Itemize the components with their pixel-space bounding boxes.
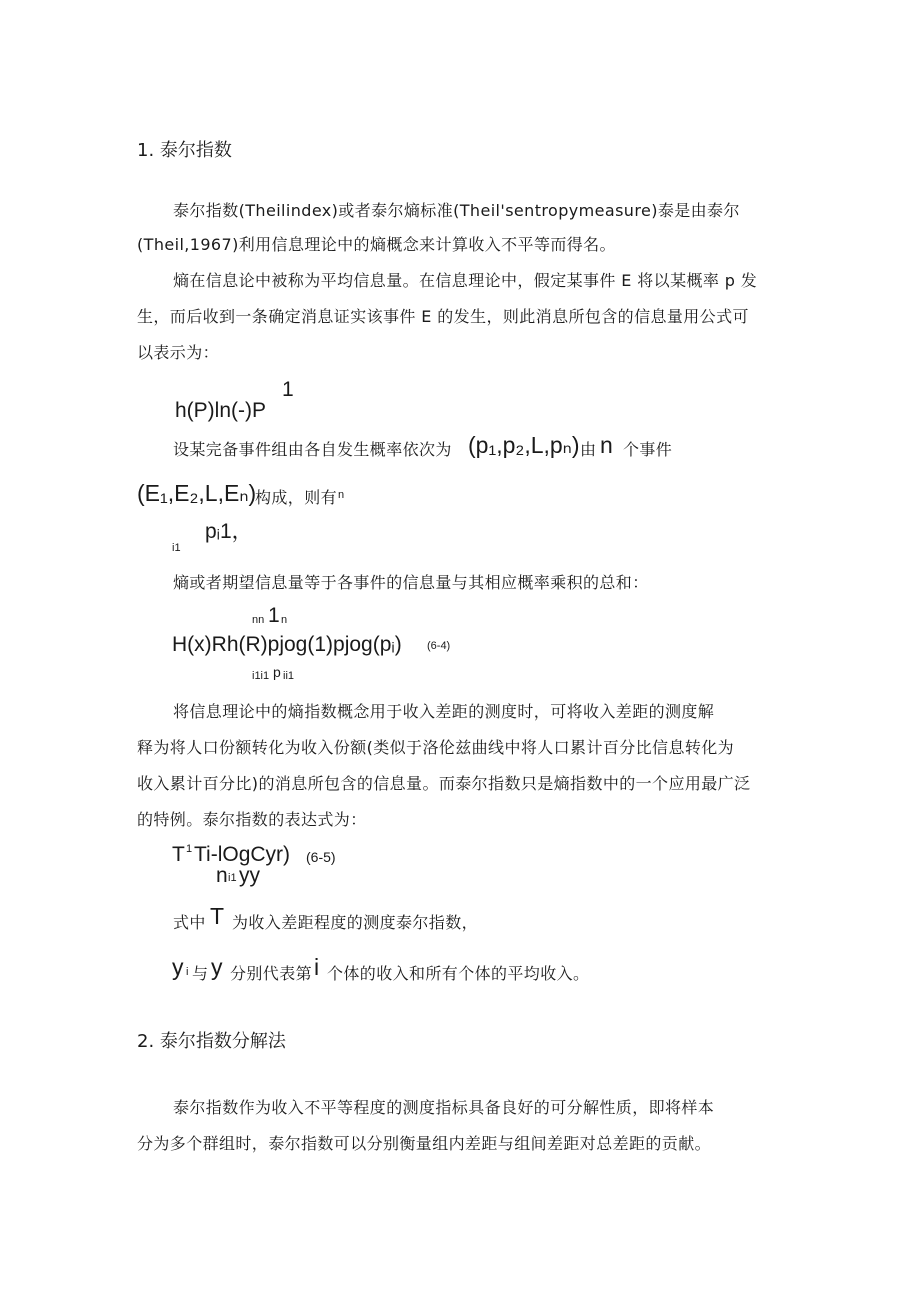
formula-entropy: H(x)Rh(R)pjog(1)pjog(pᵢ) [172, 633, 402, 656]
formula-variable-t: T [210, 903, 225, 929]
paragraph-text: 个体的收入和所有个体的平均收入。 [327, 964, 590, 983]
formula-numerator: 1 [268, 604, 280, 627]
formula-denominator: yy [239, 864, 260, 887]
formula-sum-index: i1 [228, 872, 237, 884]
paragraph-text: 式中 [173, 913, 206, 932]
formula-subscript: i [186, 966, 189, 978]
formula-information: h(P)ln(-)P [175, 399, 267, 422]
formula-sum-upper-limit: nn [252, 614, 265, 626]
formula-variable-n: n [600, 432, 613, 458]
formula-superscript: 1 [282, 378, 294, 401]
section-heading-theil-decomposition: 2. 泰尔指数分解法 [137, 1031, 286, 1052]
formula-superscript: 1 [186, 843, 193, 855]
paragraph-line: 熵或者期望信息量等于各事件的信息量与其相应概率乘积的总和： [173, 573, 649, 592]
formula-variable-i: i [314, 954, 320, 980]
paragraph-text: 与 [192, 964, 209, 983]
paragraph-line: 分为多个群组时，泰尔指数可以分别衡量组内差距与组间差距对总差距的贡献。 [137, 1134, 712, 1153]
paragraph-line: 释为将人口份额转化为收入份额(类似于洛伦兹曲线中将人口累计百分比信息转化为 [137, 738, 735, 757]
paragraph-line: 生，而后收到一条确定消息证实该事件 E 的发生，则此消息所包含的信息量用公式可 [137, 307, 749, 326]
section-heading-theil-index: 1. 泰尔指数 [137, 140, 232, 161]
formula-denominator: n [216, 864, 228, 887]
paragraph-text: 构成，则有 [255, 488, 338, 507]
formula-sum-upper-limit: n [338, 489, 345, 501]
paragraph-line: 的特例。泰尔指数的表达式为： [137, 810, 367, 829]
formula-theil-symbol: T [172, 843, 185, 866]
paragraph-line: 泰尔指数(Theilindex)或者泰尔熵标准(Theil'sentropymeasure)泰是由泰尔 [173, 201, 740, 220]
paragraph-text: 为收入差距程度的测度泰尔指数， [232, 913, 479, 932]
formula-sum-lower-limit: ii1 [283, 670, 295, 682]
paragraph-line: (Theil,1967)利用信息理论中的熵概念来计算收入不平等而得名。 [137, 235, 616, 254]
paragraph-line: 将信息理论中的熵指数概念用于收入差距的测度时，可将收入差距的测度解 [173, 702, 715, 721]
paragraph-line: 以表示为： [137, 343, 220, 362]
formula-sum-lower-limit: p [273, 664, 281, 680]
paragraph-line: 设某完备事件组由各自发生概率依次为 [173, 440, 452, 459]
formula-theil-index: Ti-lOgCyr) [194, 843, 291, 866]
formula-number: (6-4) [427, 640, 451, 652]
paragraph-text: 个事件 [623, 440, 673, 459]
formula-number: (6-5) [306, 849, 336, 865]
paragraph-text: 分别代表第 [230, 964, 313, 983]
formula-sum-index: i1 [172, 542, 181, 554]
formula-variable-y: y [172, 954, 184, 980]
paragraph-line: 泰尔指数作为收入不平等程度的测度指标具备良好的可分解性质，即将样本 [173, 1098, 715, 1117]
formula-variable-y-mean: y [211, 954, 223, 980]
formula-sum-lower-limit: i1i1 [252, 670, 270, 682]
paragraph-text: 由 [580, 440, 597, 459]
paragraph-line: 收入累计百分比)的消息所包含的信息量。而泰尔指数只是熵指数中的一个应用最广泛 [137, 774, 751, 793]
paragraph-line: 熵在信息论中被称为平均信息量。在信息理论中，假定某事件 E 将以某概率 p 发 [173, 271, 758, 290]
formula-sum-upper-limit: n [281, 614, 288, 626]
formula-probability-set: (p₁,p₂,L,pₙ) [468, 432, 580, 458]
formula-event-set: (E₁,E₂,L,Eₙ) [137, 480, 257, 506]
formula-sum-probability: pᵢ1， [205, 520, 253, 543]
